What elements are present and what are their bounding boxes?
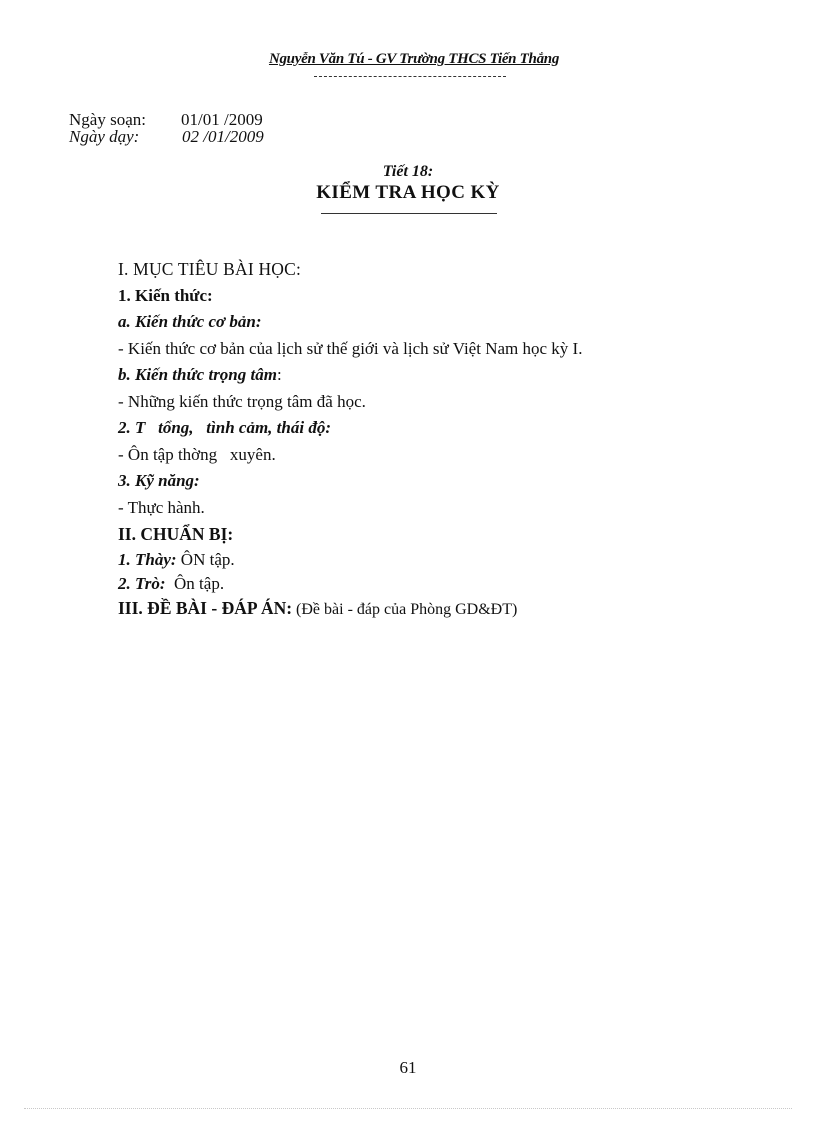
key-knowledge-heading-row	[118, 362, 758, 389]
page-bottom-divider	[24, 1108, 792, 1109]
skills-text: - Thực hành.	[118, 497, 205, 517]
section-preparation-heading: II. CHUẨN BỊ:	[118, 524, 234, 544]
section-exam-heading: III. ĐỀ BÀI - ĐÁP ÁN:	[118, 597, 293, 618]
lesson-number: Tiết 18:	[382, 163, 434, 180]
basic-knowledge-heading: a. Kiến thức cơ bản:	[118, 312, 262, 331]
running-header	[0, 50, 816, 68]
student-preparation-text: Ôn tập.	[165, 573, 225, 593]
lesson-body	[118, 256, 758, 620]
page-number: 61	[399, 1058, 417, 1077]
preparation-date-label: Ngày soạn:	[69, 110, 146, 129]
running-header-title: Nguyễn Văn Tú - GV Trường THCS Tiến Thắng	[268, 51, 560, 67]
key-knowledge-colon: :	[276, 365, 282, 384]
student-preparation-row	[118, 572, 758, 596]
key-knowledge-heading: b. Kiến thức trọng tâm	[118, 365, 277, 384]
title-underline	[321, 213, 497, 214]
teaching-date-label: Ngày dạy:	[69, 127, 140, 146]
section-objectives-heading: I. MỤC TIÊU BÀI HỌC:	[118, 259, 302, 279]
header-divider	[314, 76, 506, 77]
skills-heading: 3. Kỹ năng:	[118, 471, 200, 490]
key-knowledge-text: - Những kiến thức trọng tâm đã học.	[118, 391, 366, 411]
attitude-text: - Ôn tập thờng xuyên.	[118, 444, 276, 464]
teacher-preparation-row	[118, 548, 758, 572]
teacher-label: 1. Thày:	[118, 549, 177, 569]
attitude-heading: 2. T tổng, tình cảm, thái độ:	[118, 418, 331, 437]
teaching-date-row	[69, 128, 264, 146]
knowledge-heading: 1. Kiến thức:	[118, 285, 213, 305]
preparation-date-value: 01/01 /2009	[181, 110, 263, 129]
exam-answers-row	[118, 596, 758, 620]
teaching-date-value: 02 /01/2009	[182, 127, 264, 146]
exam-source-text: (Đề bài - đáp của Phòng GD&ĐT)	[292, 600, 518, 618]
student-label: 2. Trò:	[118, 573, 166, 593]
page-title: KIỂM TRA HỌC KỲ	[316, 182, 500, 203]
teacher-preparation-text: ÔN tập.	[176, 549, 235, 569]
basic-knowledge-text: - Kiến thức cơ bản của lịch sử thế giới và lịch sử Việt Nam học kỳ I.	[118, 338, 583, 358]
